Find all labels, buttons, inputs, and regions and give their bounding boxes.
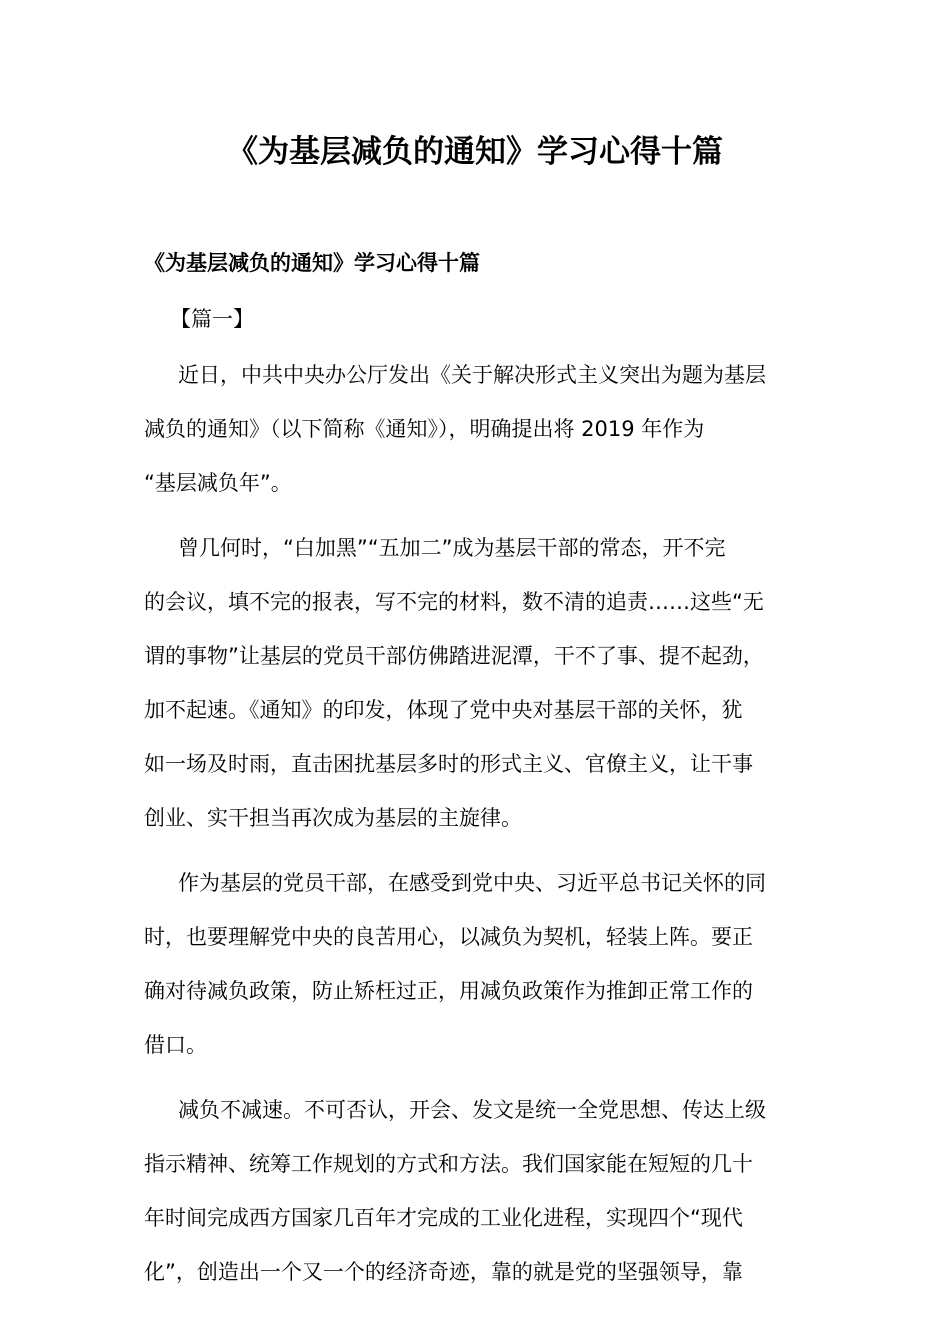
paragraph-line: 减负的通知》（以下简称《通知》），明确提出将 2019 年作为 — [144, 417, 705, 441]
paragraph-line: 作为基层的党员干部，在感受到党中央、习近平总书记关怀的同 — [178, 871, 766, 895]
paragraph-3 — [144, 856, 808, 1072]
paragraph-line: 减负不减速。不可否认，开会、发文是统一全党思想、传达上级 — [178, 1098, 766, 1122]
paragraph-line: 近日，中共中央办公厅发出《关于解决形式主义突出为题为基层 — [178, 363, 766, 387]
paragraph-line: 确对待减负政策，防止矫枉过正，用减负政策作为推卸正常工作的 — [144, 979, 753, 1003]
paragraph-line: 加不起速。《通知》的印发，体现了党中央对基层干部的关怀，犹 — [144, 698, 743, 722]
paragraph-line: 时，也要理解党中央的良苦用心，以减负为契机，轻装上阵。要正 — [144, 925, 753, 949]
paragraph-line: “基层减负年”。 — [144, 471, 292, 495]
paragraph-4 — [144, 1083, 808, 1299]
paragraph-line: 的会议，填不完的报表，写不完的材料，数不清的追责……这些“无 — [144, 590, 764, 614]
document-body — [144, 348, 808, 1310]
paragraph-line: 化”，创造出一个又一个的经济奇迹，靠的就是党的坚强领导，靠 — [144, 1260, 743, 1284]
section-label: 【篇一】 — [170, 307, 254, 331]
paragraph-line: 指示精神、统筹工作规划的方式和方法。我们国家能在短短的几十 — [144, 1152, 753, 1176]
paragraph-line: 年时间完成西方国家几百年才完成的工业化进程，实现四个“现代 — [144, 1206, 743, 1230]
paragraph-line: 创业、实干担当再次成为基层的主旋律。 — [144, 806, 522, 830]
paragraph-2 — [144, 521, 808, 845]
document-title: 《为基层减负的通知》学习心得十篇 — [227, 134, 723, 170]
paragraph-line: 曾几何时，“白加黑”“五加二”成为基层干部的常态，开不完 — [178, 536, 726, 560]
paragraph-line: 借口。 — [144, 1033, 207, 1057]
paragraph-line: 谓的事物”让基层的党员干部仿佛踏进泥潭，干不了事、提不起劲， — [144, 644, 764, 668]
document-subtitle: 《为基层减负的通知》学习心得十篇 — [144, 251, 480, 275]
paragraph-line: 如一场及时雨，直击困扰基层多时的形式主义、官僚主义，让干事 — [144, 752, 753, 776]
paragraph-1 — [144, 348, 808, 510]
